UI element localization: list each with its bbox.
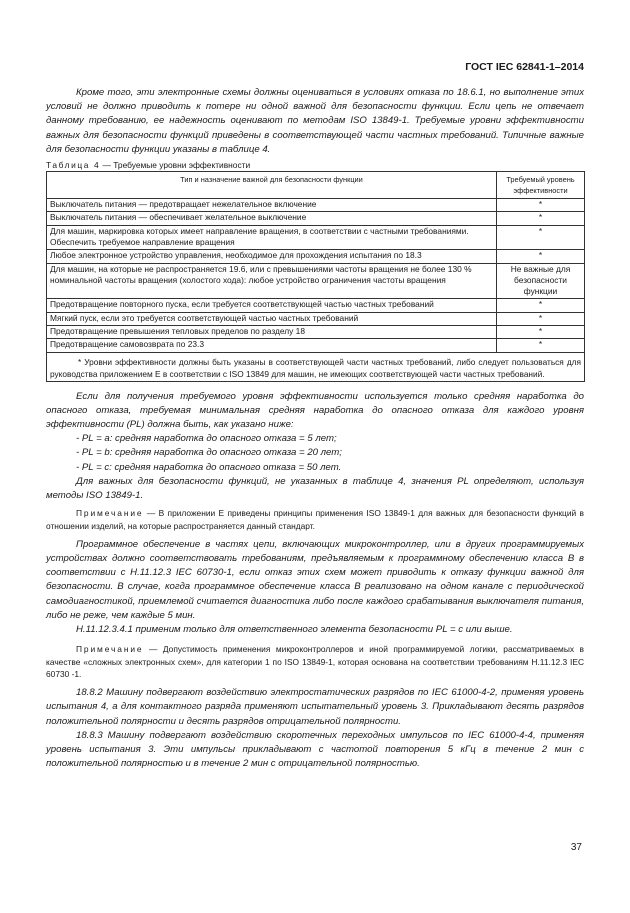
function-cell: Для машин, на которые не распространяется 19.6, или с превышениями частоты вращения не более 130 % номинальной частоты вращения (холостого хода): любое устройство ограничения частоты вращения	[47, 263, 497, 299]
table-caption	[46, 159, 584, 171]
note-1-label: Примечание	[76, 508, 144, 519]
table-row	[47, 339, 585, 352]
note-2-text: — Допустимость применения микроконтроллеров и иной программируемой логики, рассматриваемых в качестве «сложных электронных схем», для категории 1 по ISO 13849-1, которая основана на соответствии требованиям Н.11.12.3 IEC 60730 -1.	[46, 644, 584, 679]
function-cell: Любое электронное устройство управления, необходимое для прохождения испытания по 18.3	[47, 250, 497, 263]
function-cell: Выключатель питания — обеспечивает желательное выключение	[47, 212, 497, 225]
level-cell: *	[497, 299, 585, 312]
table-row	[47, 299, 585, 312]
note-2-label: Примечание	[76, 644, 144, 655]
function-cell: Выключатель питания — предотвращает нежелательное включение	[47, 199, 497, 212]
level-cell: *	[497, 212, 585, 225]
level-cell: Не важные для безопасности функции	[497, 263, 585, 299]
table-row	[47, 263, 585, 299]
level-cell: *	[497, 250, 585, 263]
level-cell: *	[497, 339, 585, 352]
table-row	[47, 250, 585, 263]
table-row	[47, 199, 585, 212]
function-cell: Предотвращение повторного пуска, если требуется соответствующей частью частных требований	[47, 299, 497, 312]
table-row	[47, 212, 585, 225]
clause-18-8-3: 18.8.3 Машину подвергают воздействию скоротечных переходных импульсов по IEC 61000-4-4, применяя уровень испытания 3. Эти импульсы прикладывают с частотой повторения 5 кГц в течение 2 мин с положительной полярностью и в течение 2 мин с отрицательной полярностью.	[46, 729, 584, 770]
table-footnote-row	[47, 352, 585, 381]
pl-paragraph: Если для получения требуемого уровня эффективности используется только средняя наработка до опасного отказа, требуемая минимальная средняя наработка до опасного отказа для каждого уровня эффективности (PL) должна быть, как указано ниже:	[46, 390, 584, 430]
pl-other-paragraph: Для важных для безопасности функций, не указанных в таблице 4, значения PL определяют, используя методы ISO 13849-1.	[46, 475, 584, 501]
intro-paragraph: Кроме того, эти электронные схемы должны оцениваться в условиях отказа по 18.6.1, но выполнение этих условий не должно приводить к потере ни одной важной для безопасности функции. Если цепь не отвечает данному требованию, ее надежность оценивают по методам ISO 13849-1. Требуемые уровни эффективности важных для безопасности функций приведены в соответствующей части частных требований. Типичные важные для безопасности функции указаны в таблице 4.	[46, 87, 584, 155]
function-cell: Предотвращение самовозврата по 23.3	[47, 339, 497, 352]
pl-list-item: - PL = c: средняя наработка до опасного отказа = 50 лет.	[76, 461, 342, 473]
function-cell: Предотвращение превышения тепловых пределов по разделу 18	[47, 325, 497, 338]
document-header: ГОСТ IEC 62841-1–2014	[465, 61, 584, 73]
note-2	[46, 643, 584, 680]
clause-18-8-2: 18.8.2 Машину подвергают воздействию электростатических разрядов по IEC 61000-4-2, применяя уровень испытания 4, а для контактного разряда применяют испытательный уровень 3. Прикладывают десять разрядов положительной полярности и десять разрядов отрицательной полярности.	[46, 687, 584, 727]
page-content	[46, 86, 584, 771]
note-1-text: — В приложении Е приведены принципы применения ISO 13849-1 для важных для безопасности функций в отношении изделий, на которые распространяется данный стандарт.	[46, 508, 584, 531]
level-cell: *	[497, 199, 585, 212]
function-cell: Для машин, маркировка которых имеет направление вращения, в соответствии с частными требованиями. Обеспечить требуемое направление вращения	[47, 225, 497, 250]
page-number: 37	[570, 842, 582, 853]
h11-paragraph: Н.11.12.3.4.1 применим только для ответственного элемента безопасности PL = c или выше.	[76, 624, 513, 636]
note-1	[46, 507, 584, 532]
level-cell: *	[497, 312, 585, 325]
table-header-row	[47, 172, 585, 199]
table-footnote: * Уровни эффективности должны быть указаны в соответствующей части частных требований, либо следует пользоваться для руководства приложением Е в соответствии с ISO 13849 для машин, не имеющих соответствующей части частных требований.	[47, 352, 585, 381]
table-row	[47, 225, 585, 250]
level-cell: *	[497, 325, 585, 338]
pl-list-item: - PL = a: средняя наработка до опасного отказа = 5 лет;	[76, 433, 337, 445]
table-row	[47, 312, 585, 325]
table-row	[47, 325, 585, 338]
col-level-header: Требуемый уровень эффективности	[497, 172, 585, 199]
efficiency-levels-table	[46, 171, 585, 382]
col-function-header: Тип и назначение важной для безопасности функции	[47, 172, 497, 199]
table-caption-text: — Требуемые уровни эффективности	[100, 160, 251, 171]
level-cell: *	[497, 225, 585, 250]
table-caption-label: Таблица 4	[46, 160, 101, 171]
software-paragraph: Программное обеспечение в частях цепи, включающих микроконтроллер, или в других программируемых устройствах должно соответствовать требованиям, предъявляемым к программному обеспечению класса В в соответствии с Н.11.12.3 IEC 60730-1, если отказ этих схем может приводить к отказу функции важной для безопасности. В случае, когда программное обеспечение класса В реализовано на одном канале с периодической самодиагностикой, приемлемой считается диагностика либо после каждого срабатывания выключателя питания, либо не реже, чем каждые 5 мин.	[46, 538, 584, 621]
pl-list-item: - PL = b: средняя наработка до опасного отказа = 20 лет;	[76, 447, 342, 459]
function-cell: Мягкий пуск, если это требуется соответствующей частью частных требований	[47, 312, 497, 325]
